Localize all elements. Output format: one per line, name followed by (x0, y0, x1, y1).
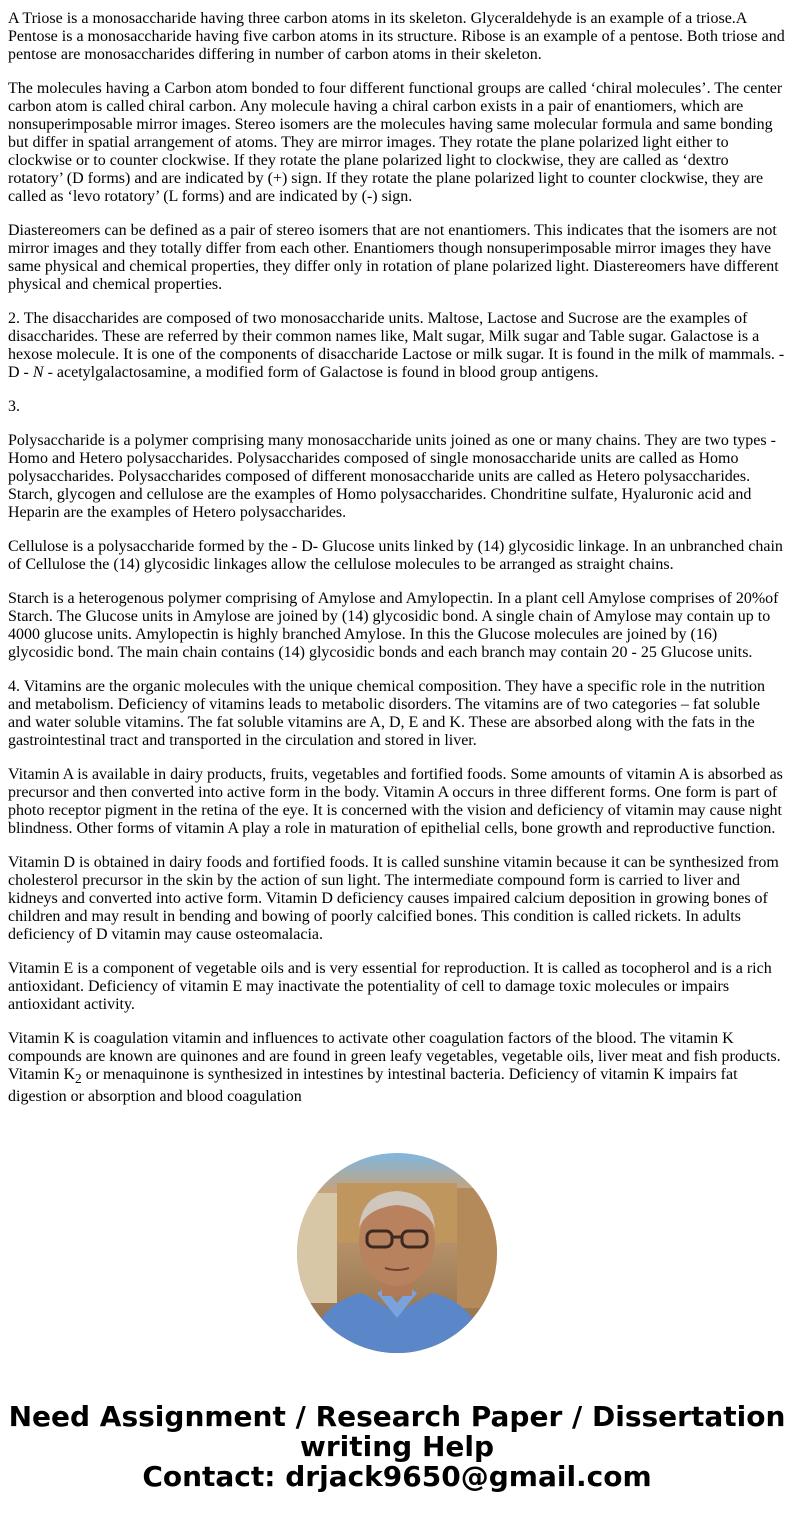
section-number-3: 3. (8, 398, 20, 415)
paragraph-vitamins: 4. Vitamins are the organic molecules with the unique chemical composition. They have a specific role in the nutrition and metabolism. Deficiency of vitamins leads to metabolic disorders. The vitamins are of two categories – fat soluble and water soluble vitamins. The fat soluble vitamins are A, D, E and K. These are absorbed along with the fats in the gastrointestinal tract and transported in the circulation and stored in liver. (8, 678, 766, 749)
paragraph-disaccharides (8, 310, 786, 382)
paragraph-starch: Starch is a heterogenous polymer comprising of Amylose and Amylopectin. In a plant cell Amylose comprises of 20%of Starch. The Glucose units in Amylose are joined by (14) glycosidic bond. A single chain of Amylose may contain up to 4000 glucose units. Amylopectin is highly branched Amylose. In this the Glucose molecules are joined by (16) glycosidic bond. The main chain contains (14) glycosidic bonds and each branch may contain 20 - 25 Glucose units. (8, 590, 779, 661)
paragraph-vitamin-e: Vitamin E is a component of vegetable oils and is very essential for reproduction. It is called as tocopherol and is a rich antioxidant. Deficiency of vitamin E may inactivate the potentiality of cell to damage toxic molecules or impairs antioxidant activity. (8, 960, 772, 1013)
paragraph-diastereomers: Diastereomers can be defined as a pair of stereo isomers that are not enantiomers. This indicates that the isomers are not mirror images and they totally differ from each other. Enantiomers though nonsuperimposable mirror images they have same physical and chemical properties, they differ only in rotation of plane polarized light. Diastereomers have different physical and chemical properties. (8, 222, 779, 293)
paragraph-vitamin-d: Vitamin D is obtained in dairy foods and fortified foods. It is called sunshine vitamin because it can be synthesized from cholesterol precursor in the skin by the action of sun light. The intermediate compound form is carried to liver and kidneys and converted into active form. Vitamin D deficiency causes impaired calcium deposition in growing bones of children and may result in bending and bowing of poorly calcified bones. This condition is called rickets. In adults deficiency of D vitamin may cause osteomalacia. (8, 854, 779, 943)
footer-line-1: Need Assignment / Research Paper / Dissertation (8, 1400, 786, 1433)
vitamin-k-text: Vitamin K is coagulation vitamin and influences to activate other coagulation factors of the blood. The vitamin K compounds are known are quinones and are found in green leafy vegetables, vegetable oils, liver meat and fish products. Vitamin K (8, 1030, 781, 1083)
disaccharides-text-end: - acetylgalactosamine, a modified form of Galactose is found in blood group antigens. (43, 364, 599, 381)
paragraph-triose-pentose: A Triose is a monosaccharide having three carbon atoms in its skeleton. Glyceraldehyde is an example of a triose.A Pentose is a monosaccharide having five carbon atoms in its structure. Ribose is an example of a pentose. Both triose and pentose are monosaccharides differing in number of carbon atoms in their skeleton. (8, 10, 785, 63)
paragraph-vitamin-a: Vitamin A is available in dairy products, fruits, vegetables and fortified foods. Some amounts of vitamin A is absorbed as precursor and then converted into active form in the body. Vitamin A occurs in three different forms. One form is part of photo receptor pigment in the retina of the eye. It is concerned with the vision and deficiency of vitamin may cause night blindness. Other forms of vitamin A play a role in maturation of epithelial cells, bone growth and reproductive function. (8, 766, 783, 837)
subscript-2: 2 (75, 1071, 82, 1087)
vitamin-k-text-end: or menaquinone is synthesized in intestines by intestinal bacteria. Deficiency of vitamin K impairs fat digestion or absorption and blood coagulation (8, 1066, 738, 1106)
paragraph-chiral-molecules: The molecules having a Carbon atom bonded to four different functional groups are called ‘chiral molecules’. The center carbon atom is called chiral carbon. Any molecule having a chiral carbon exists in a pair of enantiomers, which are nonsuperimposable mirror images. Stereo isomers are the molecules having same molecular formula and same bonding but differ in spatial arrangement of atoms. They are mirror images. They rotate the plane polarized light either to clockwise or to counter clockwise. If they rotate the plane polarized light to clockwise, they are called as ‘dextro rotatory’ (D forms) and are indicated by (+) sign. If they rotate the plane polarized light to counter clockwise, they are called as ‘levo rotatory’ (L forms) and are indicated by (-) sign. (8, 80, 783, 205)
paragraph-cellulose: Cellulose is a polysaccharide formed by the - D- Glucose units linked by (14) glycosidic linkage. In an unbranched chain of Cellulose the (14) glycosidic linkages allow the cellulose molecules to be arranged as straight chains. (8, 538, 783, 573)
paragraph-vitamin-k (8, 1030, 786, 1106)
disaccharides-text: 2. The disaccharides are composed of two monosaccharide units. Maltose, Lactose and Sucrose are the examples of disaccharides. These are referred by their common names like, Malt sugar, Milk sugar and Table sugar. Galactose is a hexose molecule. It is one of the components of disaccharide Lactose or milk sugar. It is found in the milk of mammals. - D - (8, 310, 785, 381)
italic-n: N (32, 364, 44, 381)
avatar-portrait-icon (297, 1153, 497, 1353)
footer-contact (0, 1402, 794, 1492)
paragraph-polysaccharides: Polysaccharide is a polymer comprising many monosaccharide units joined as one or many chains. They are two types - Homo and Hetero polysaccharides. Polysaccharides composed of single monosaccharide units are called as Homo polysaccharides. Polysaccharides composed of different monosaccharide units are called as Hetero polysaccharides. Starch, glycogen and cellulose are the examples of Homo polysaccharides. Chondritine sulfate, Hyaluronic acid and Heparin are the examples of Hetero polysaccharides. (8, 432, 776, 521)
article-body (8, 0, 786, 1122)
footer-contact-email: Contact: drjack9650@gmail.com (142, 1460, 652, 1493)
footer-line-2: writing Help (299, 1430, 495, 1463)
author-avatar (297, 1153, 497, 1353)
